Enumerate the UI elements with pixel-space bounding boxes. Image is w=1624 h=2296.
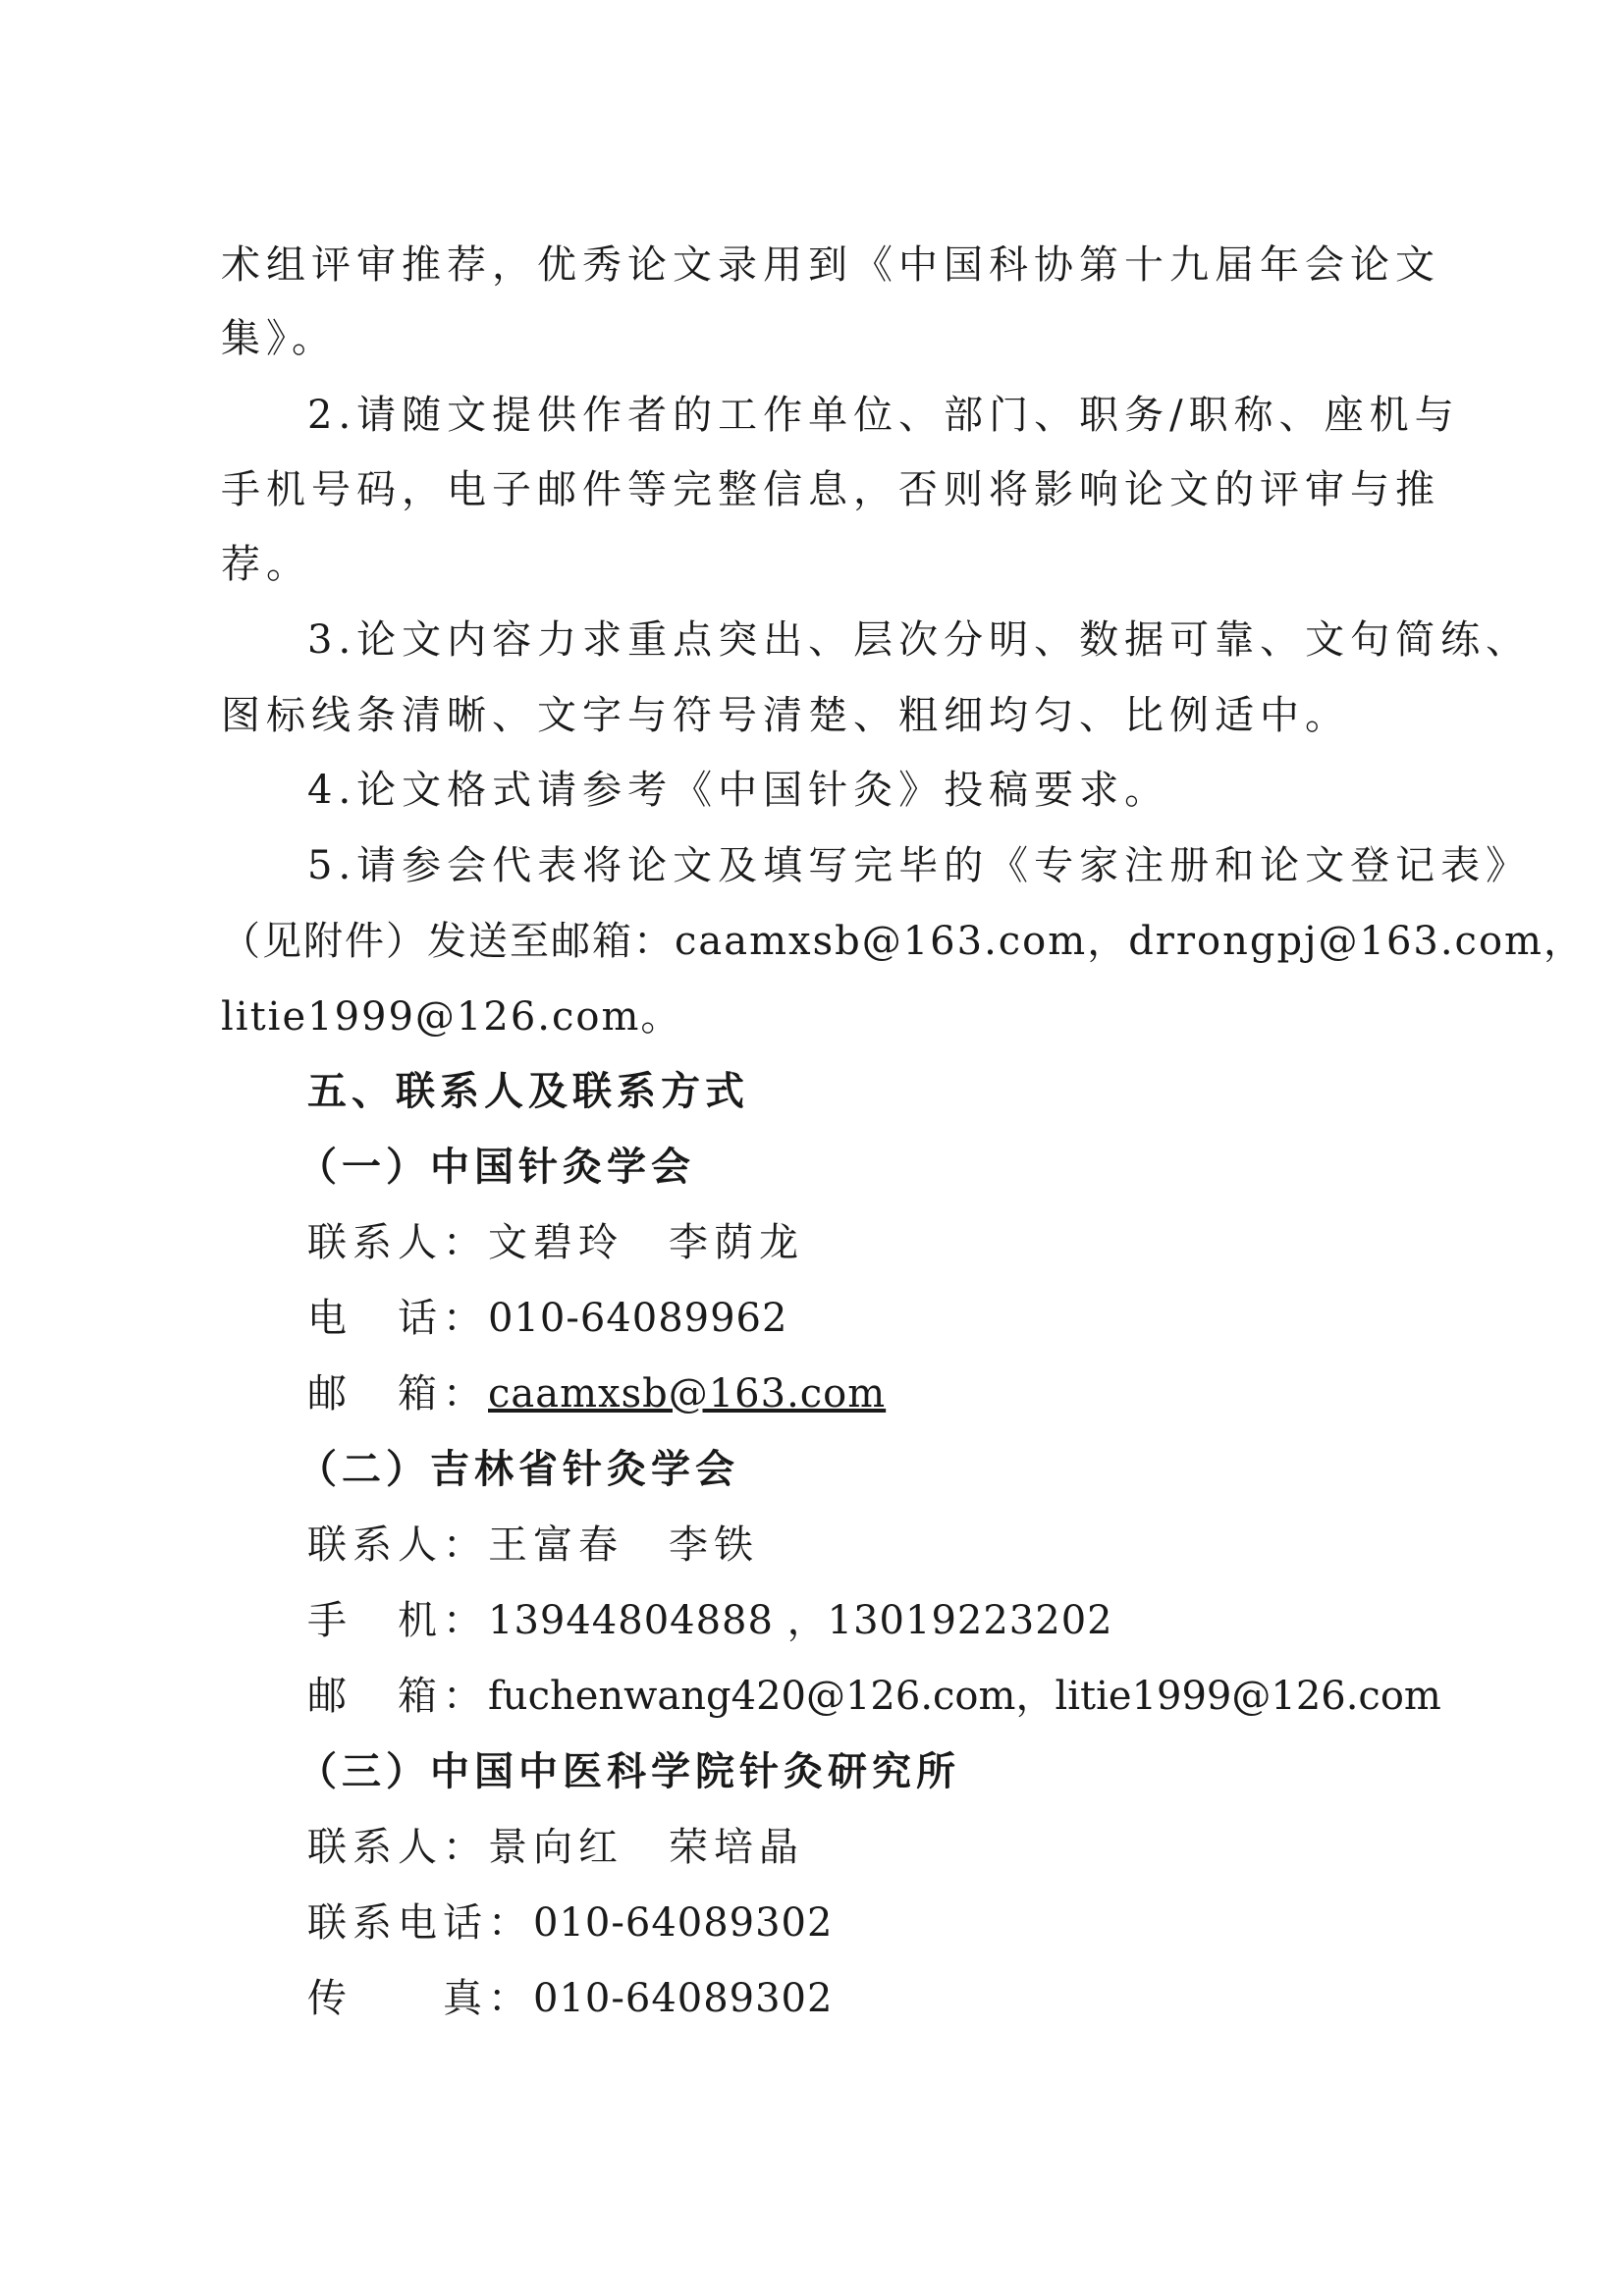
org1-title: （一）中国针灸学会: [298, 1144, 695, 1190]
org3-contacts-label: 联系人：: [307, 1825, 488, 1870]
org2-contacts-row: [307, 1521, 759, 1570]
org3-contacts-row: [307, 1823, 804, 1872]
org2-mobile: 13944804888 ，13019223202: [488, 1598, 1113, 1643]
org1-email-link[interactable]: caamxsb@163.com: [488, 1371, 887, 1416]
org2-email: fuchenwang420@126.com，litie1999@126.com: [488, 1674, 1441, 1719]
item5-line1: 5.请参会代表将论文及填写完毕的《专家注册和论文登记表》: [307, 843, 1532, 888]
item5-line2: （见附件）发送至邮箱：caamxsb@163.com，drrongpj@163.com，: [221, 919, 1585, 964]
item1-continuation-line1: 术组评审推荐，优秀论文录用到《中国科协第十九届年会论文: [221, 242, 1440, 288]
item4-line1: 4.论文格式请参考《中国针灸》投稿要求。: [307, 768, 1170, 813]
org2-contacts: 王富春 李铁: [488, 1522, 759, 1568]
item2-line1: 2.请随文提供作者的工作单位、部门、职务/职称、座机与: [307, 393, 1460, 438]
org1-email-row: [307, 1369, 886, 1418]
org2-email-row: [307, 1672, 1441, 1721]
org1-contacts-label: 联系人：: [307, 1220, 488, 1265]
org3-fax-row: [307, 1974, 833, 2023]
section5-title: 五、联系人及联系方式: [307, 1068, 749, 1114]
org2-title: （二）吉林省针灸学会: [298, 1446, 739, 1492]
org2-email-label: 邮 箱：: [307, 1674, 488, 1719]
org3-fax-label: 传 真：: [307, 1976, 533, 2021]
item3-line2: 图标线条清晰、文字与符号清楚、粗细均匀、比例适中。: [221, 693, 1350, 738]
org1-phone: 010-64089962: [488, 1296, 788, 1341]
org3-phone-label: 联系电话：: [307, 1900, 533, 1946]
item2-line2: 手机号码，电子邮件等完整信息，否则将影响论文的评审与推: [221, 467, 1440, 512]
item1-continuation-line2: 集》。: [221, 316, 337, 361]
org2-mobile-label: 手 机：: [307, 1598, 488, 1643]
org1-email-label: 邮 箱：: [307, 1371, 488, 1416]
org3-phone: 010-64089302: [533, 1900, 834, 1946]
org2-contacts-label: 联系人：: [307, 1522, 488, 1568]
item2-line3: 荐。: [221, 542, 311, 587]
org1-contacts-row: [307, 1218, 804, 1267]
item3-line1: 3.论文内容力求重点突出、层次分明、数据可靠、文句简练、: [307, 617, 1532, 663]
org3-contacts: 景向红 荣培晶: [488, 1825, 804, 1870]
org3-phone-row: [307, 1898, 833, 1948]
org2-mobile-row: [307, 1596, 1113, 1645]
item5-line3: litie1999@126.com。: [221, 994, 682, 1040]
org1-phone-label: 电 话：: [307, 1296, 488, 1341]
org3-title: （三）中国中医科学院针灸研究所: [298, 1748, 960, 1794]
org1-phone-row: [307, 1294, 787, 1343]
org3-fax: 010-64089302: [533, 1976, 834, 2021]
org1-contacts: 文碧玲 李荫龙: [488, 1220, 804, 1265]
